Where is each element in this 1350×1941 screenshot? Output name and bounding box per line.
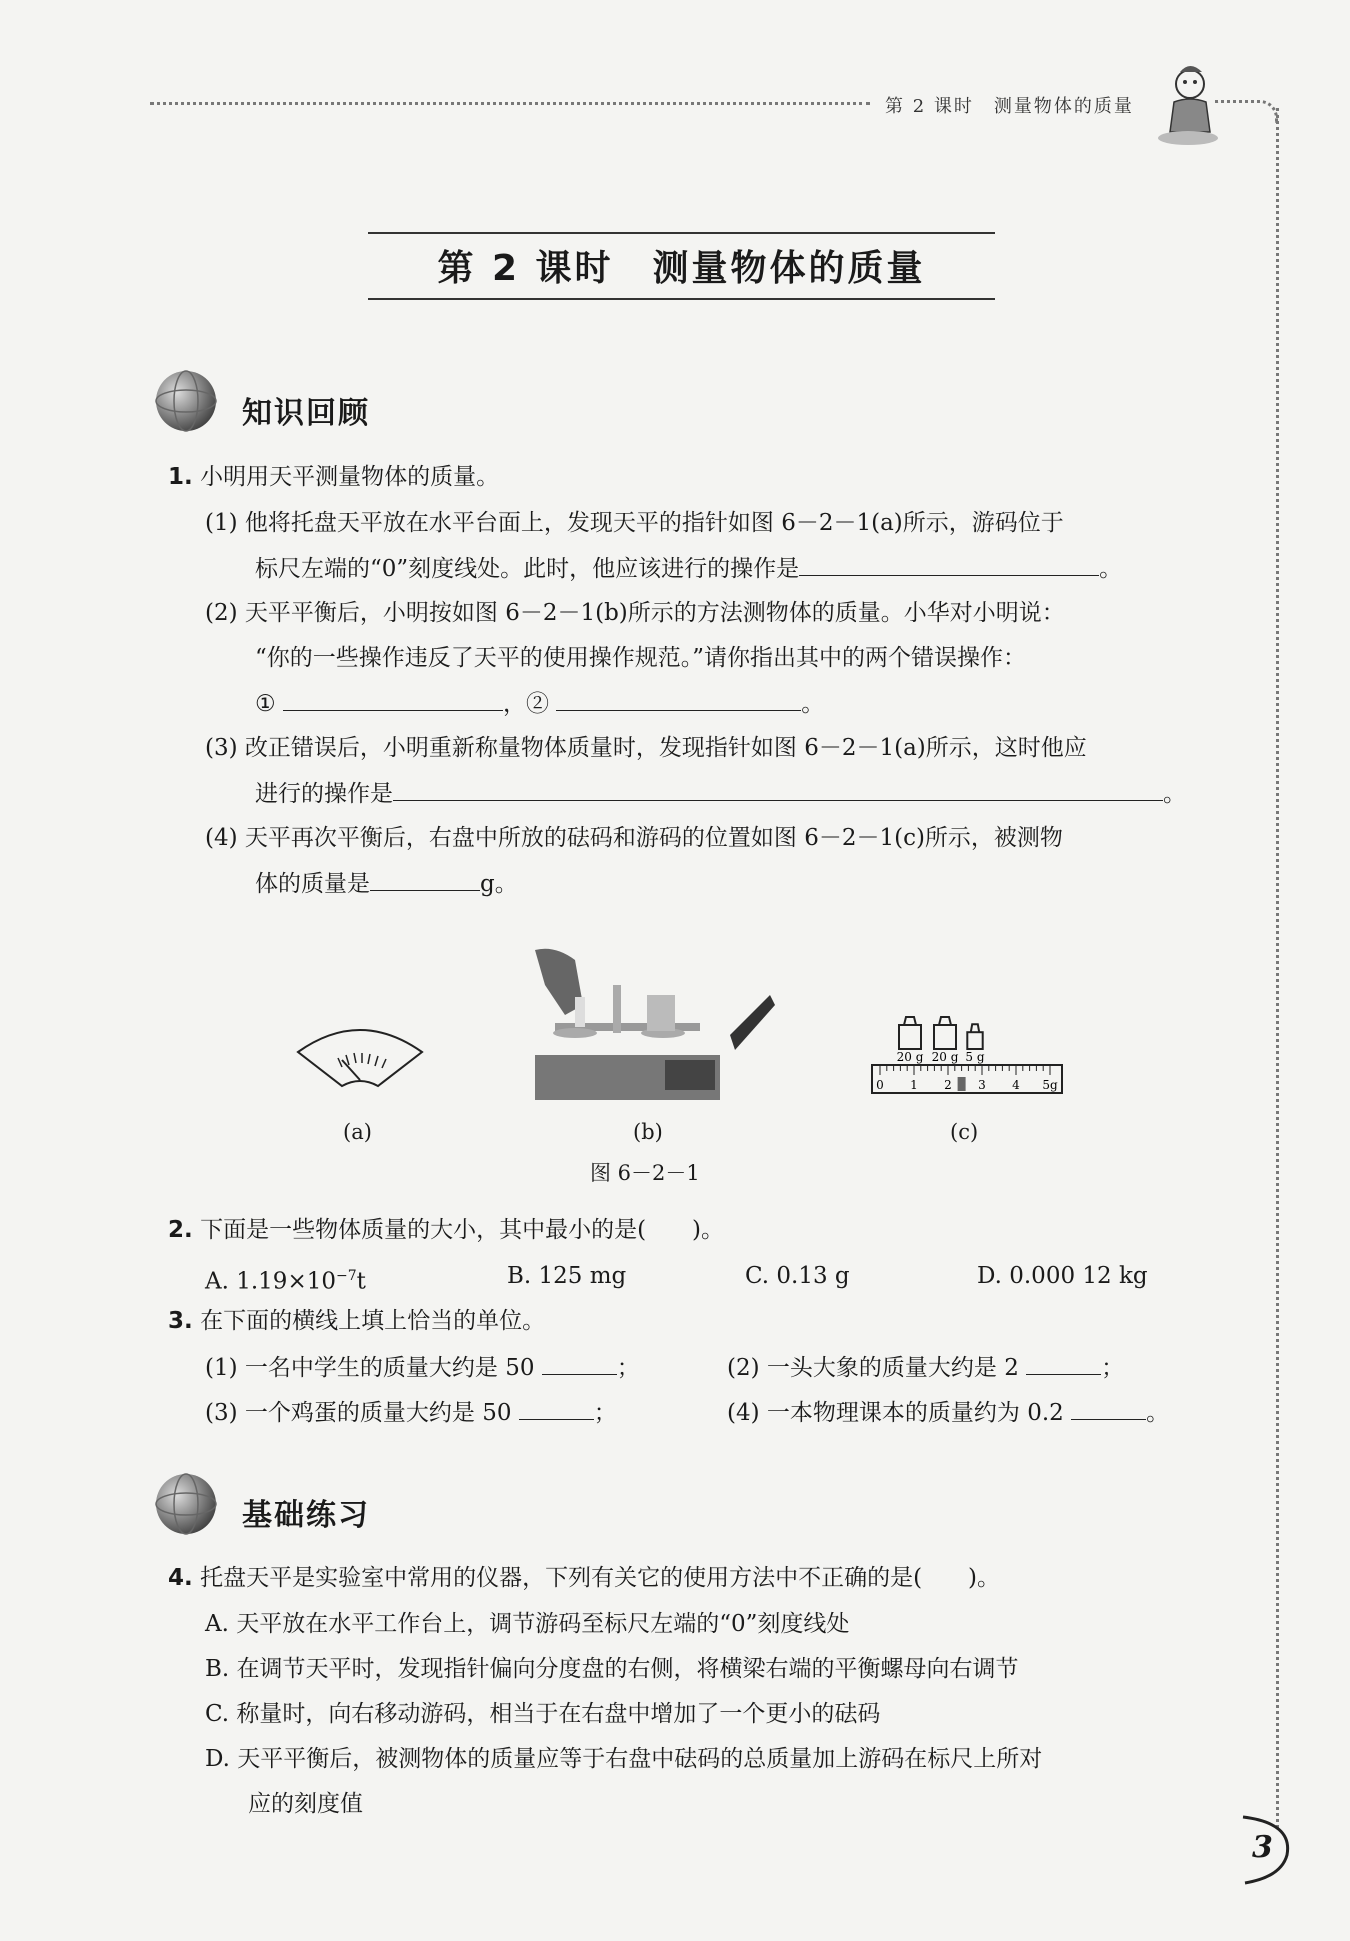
scale-tick-label: 4 [1012, 1078, 1020, 1092]
weight-label: 20 g [896, 1050, 924, 1064]
q1-part2-line1: (2) 天平平衡后，小明按如图 6－2－1(b)所示的方法测物体的质量。小华对小明说： [205, 600, 1065, 626]
q1-part3-line1: (3) 改正错误后，小明重新称量物体质量时，发现指针如图 6－2－1(a)所示，这时他应 [205, 735, 1087, 761]
page-title: 第 2 课时 测量物体的质量 [437, 248, 926, 289]
header-dotted-rule [150, 102, 870, 105]
period: 。 [1099, 556, 1123, 582]
q4-option-c: C. 称量时，向右移动游码，相当于在右盘中增加了一个更小的砝码 [205, 1701, 881, 1727]
running-header: 第 2 课时 测量物体的质量 [885, 96, 1134, 117]
unit: g。 [480, 871, 518, 897]
q3-item-2 [727, 1352, 1124, 1383]
scale-tick-label: 1 [910, 1078, 918, 1092]
answer-blank[interactable] [556, 688, 801, 711]
title-rule-top [368, 232, 995, 234]
q3-item-1 [205, 1352, 640, 1383]
q2-option-d: D. 0.000 12 kg [977, 1263, 1148, 1289]
question-number: 3. [168, 1308, 193, 1334]
weight-label: 5 g [965, 1050, 985, 1064]
question-text: 下面是一些物体质量的大小，其中最小的是( )。 [200, 1217, 725, 1243]
q2-option-a [205, 1261, 366, 1297]
q2-option-b: B. 125 mg [507, 1263, 627, 1289]
globe-icon [150, 1468, 222, 1540]
q4-option-b: B. 在调节天平时，发现指针偏向分度盘的右侧，将横梁右端的平衡螺母向右调节 [205, 1656, 1019, 1682]
answer-blank[interactable] [1071, 1397, 1146, 1420]
answer-blank[interactable] [519, 1397, 594, 1420]
item-text: (2) 一头大象的质量大约是 2 [727, 1355, 1019, 1381]
circle-one: ① [255, 691, 276, 717]
question-4-stem [168, 1563, 1000, 1593]
item-text: (1) 一名中学生的质量大约是 50 [205, 1355, 535, 1381]
q1-part4-line1: (4) 天平再次平衡后，右盘中所放的砝码和游码的位置如图 6－2－1(c)所示，被测物 [205, 825, 1063, 851]
figure-c-caption: (c) [950, 1120, 979, 1144]
q1-part1-line1: (1) 他将托盘天平放在水平台面上，发现天平的指针如图 6－2－1(a)所示，游码位于 [205, 510, 1064, 536]
rider-marker [958, 1077, 966, 1091]
answer-blank[interactable] [799, 553, 1099, 576]
question-number: 4. [168, 1565, 193, 1591]
scale-tick-label: 0 [876, 1078, 884, 1092]
weight-knob [904, 1017, 916, 1025]
q1-part3-text: 进行的操作是 [255, 781, 393, 807]
answer-blank[interactable] [370, 868, 480, 891]
mascot-illustration-icon [1150, 62, 1225, 147]
page-border-corner [1215, 100, 1278, 123]
semicolon: ； [1101, 1355, 1125, 1381]
q1-part2-line3 [255, 688, 824, 719]
question-text: 在下面的横线上填上恰当的单位。 [200, 1308, 546, 1334]
section-title-review: 知识回顾 [242, 396, 370, 431]
period: 。 [801, 691, 825, 717]
section-title-practice: 基础练习 [242, 1498, 370, 1533]
figure-caption: 图 6－2－1 [590, 1161, 700, 1185]
option-a-text: A. 1.19×10 [205, 1268, 336, 1295]
semicolon: ； [593, 1400, 617, 1426]
period: 。 [1163, 781, 1186, 807]
answer-blank[interactable] [283, 688, 503, 711]
q1-part1-line2 [255, 553, 1122, 584]
period: 。 [1146, 1400, 1170, 1426]
q1-part2-line2: “你的一些操作违反了天平的使用操作规范。”请你指出其中的两个错误操作： [255, 645, 1027, 671]
q4-option-d-line2: 应的刻度值 [248, 1791, 363, 1817]
question-2-stem [168, 1215, 724, 1245]
q1-part4-text: 体的质量是 [255, 871, 370, 897]
answer-blank[interactable] [393, 778, 1163, 801]
question-text: 小明用天平测量物体的质量。 [200, 464, 500, 490]
separator: ，② [502, 691, 549, 717]
scale-tick-label: 2 [944, 1078, 952, 1092]
item-text: (4) 一本物理课本的质量约为 0.2 [727, 1400, 1064, 1426]
question-number: 2. [168, 1217, 193, 1243]
weight-body [934, 1025, 956, 1049]
figure-a-dial [290, 1010, 430, 1090]
question-1-stem [168, 462, 499, 492]
q1-part1-text: 标尺左端的“0”刻度线处。此时，他应该进行的操作是 [255, 556, 800, 582]
scale-tick-label: 5g [1042, 1078, 1058, 1092]
question-text: 托盘天平是实验室中常用的仪器，下列有关它的使用方法中不正确的是( )。 [200, 1565, 1001, 1591]
q1-part4-line2 [255, 868, 518, 899]
weight-label: 20 g [931, 1050, 959, 1064]
q2-option-c: C. 0.13 g [745, 1263, 850, 1289]
weight-knob [971, 1024, 979, 1032]
weight-knob [939, 1017, 951, 1025]
figure-b-balance-image [535, 945, 775, 1100]
weight-body [899, 1025, 921, 1049]
semicolon: ； [616, 1355, 640, 1381]
scale-tick-label: 3 [978, 1078, 986, 1092]
answer-blank[interactable] [1026, 1352, 1101, 1375]
q4-option-d-line1: D. 天平平衡后，被测物体的质量应等于右盘中砝码的总质量加上游码在标尺上所对 [205, 1746, 1043, 1772]
option-a-exponent: −7 [335, 1268, 357, 1284]
q3-item-4 [727, 1397, 1169, 1428]
answer-blank[interactable] [542, 1352, 617, 1375]
title-rule-bottom [368, 298, 995, 300]
question-3-stem [168, 1306, 545, 1336]
page-border-right [1270, 108, 1279, 1828]
weight-body [967, 1032, 982, 1049]
figure-c-weights-scale [870, 1005, 1070, 1105]
globe-icon [150, 365, 222, 437]
q3-item-3 [205, 1397, 617, 1428]
option-a-unit: t [356, 1268, 366, 1295]
q1-part3-line2 [255, 778, 1186, 809]
question-number: 1. [168, 464, 193, 490]
item-text: (3) 一个鸡蛋的质量大约是 50 [205, 1400, 512, 1426]
q4-option-a: A. 天平放在水平工作台上，调节游码至标尺左端的“0”刻度线处 [205, 1611, 850, 1637]
page-number: 3 [1252, 1830, 1273, 1865]
figure-b-caption: (b) [633, 1120, 663, 1144]
figure-a-caption: (a) [343, 1120, 372, 1144]
